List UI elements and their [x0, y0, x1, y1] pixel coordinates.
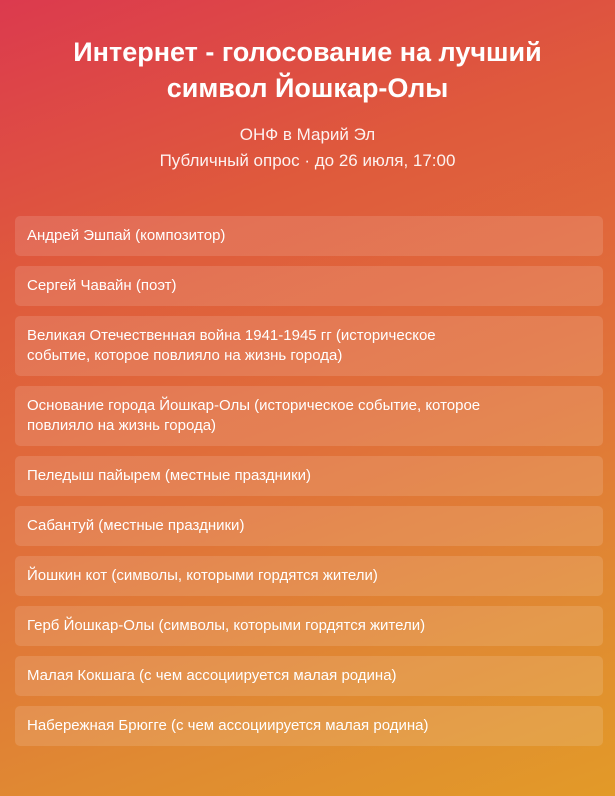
poll-option-label: Герб Йошкар-Олы (символы, которыми гордятся жители): [27, 617, 426, 634]
poll-option-label: Сергей Чавайн (поэт): [27, 277, 177, 294]
poll-options: [15, 216, 603, 756]
poll-option-malaya-kokshaga[interactable]: [15, 656, 603, 696]
poll-title: Интернет - голосование на лучший символ Йошкар-Олы: [73, 37, 542, 103]
poll-option-eshpai[interactable]: [15, 216, 603, 256]
poll-option-bruges-embankment[interactable]: [15, 706, 603, 746]
poll-option-label: Основание города Йошкар-Олы (историческое событие, которое повлияло на жизнь города): [27, 397, 481, 434]
poll-option-peledysh-pairem[interactable]: [15, 456, 603, 496]
poll-option-label: Андрей Эшпай (композитор): [27, 227, 226, 244]
poll-header: [0, 0, 615, 174]
poll-option-label: Великая Отечественная война 1941-1945 гг (историческое событие, которое повлияло на жизнь города): [27, 327, 436, 364]
poll-option-yoshkin-kot[interactable]: [15, 556, 603, 596]
poll-option-label: Малая Кокшага (с чем ассоциируется малая родина): [27, 667, 397, 684]
poll-organizer: ОНФ в Марий Эл: [239, 125, 376, 144]
poll-meta: Публичный опрос · до 26 июля, 17:00: [159, 151, 456, 170]
poll-option-label: Сабантуй (местные праздники): [27, 517, 245, 534]
poll-option-chavain[interactable]: [15, 266, 603, 306]
poll-option-sabantui[interactable]: [15, 506, 603, 546]
poll-option-label: Пеледыш пайырем (местные праздники): [27, 467, 312, 484]
poll-option-great-patriotic-war[interactable]: [15, 316, 603, 376]
poll-option-label: Йошкин кот (символы, которыми гордятся жители): [27, 567, 378, 584]
poll-option-coat-of-arms[interactable]: [15, 606, 603, 646]
poll-option-city-founding[interactable]: [15, 386, 603, 446]
poll-option-label: Набережная Брюгге (с чем ассоциируется малая родина): [27, 717, 429, 734]
